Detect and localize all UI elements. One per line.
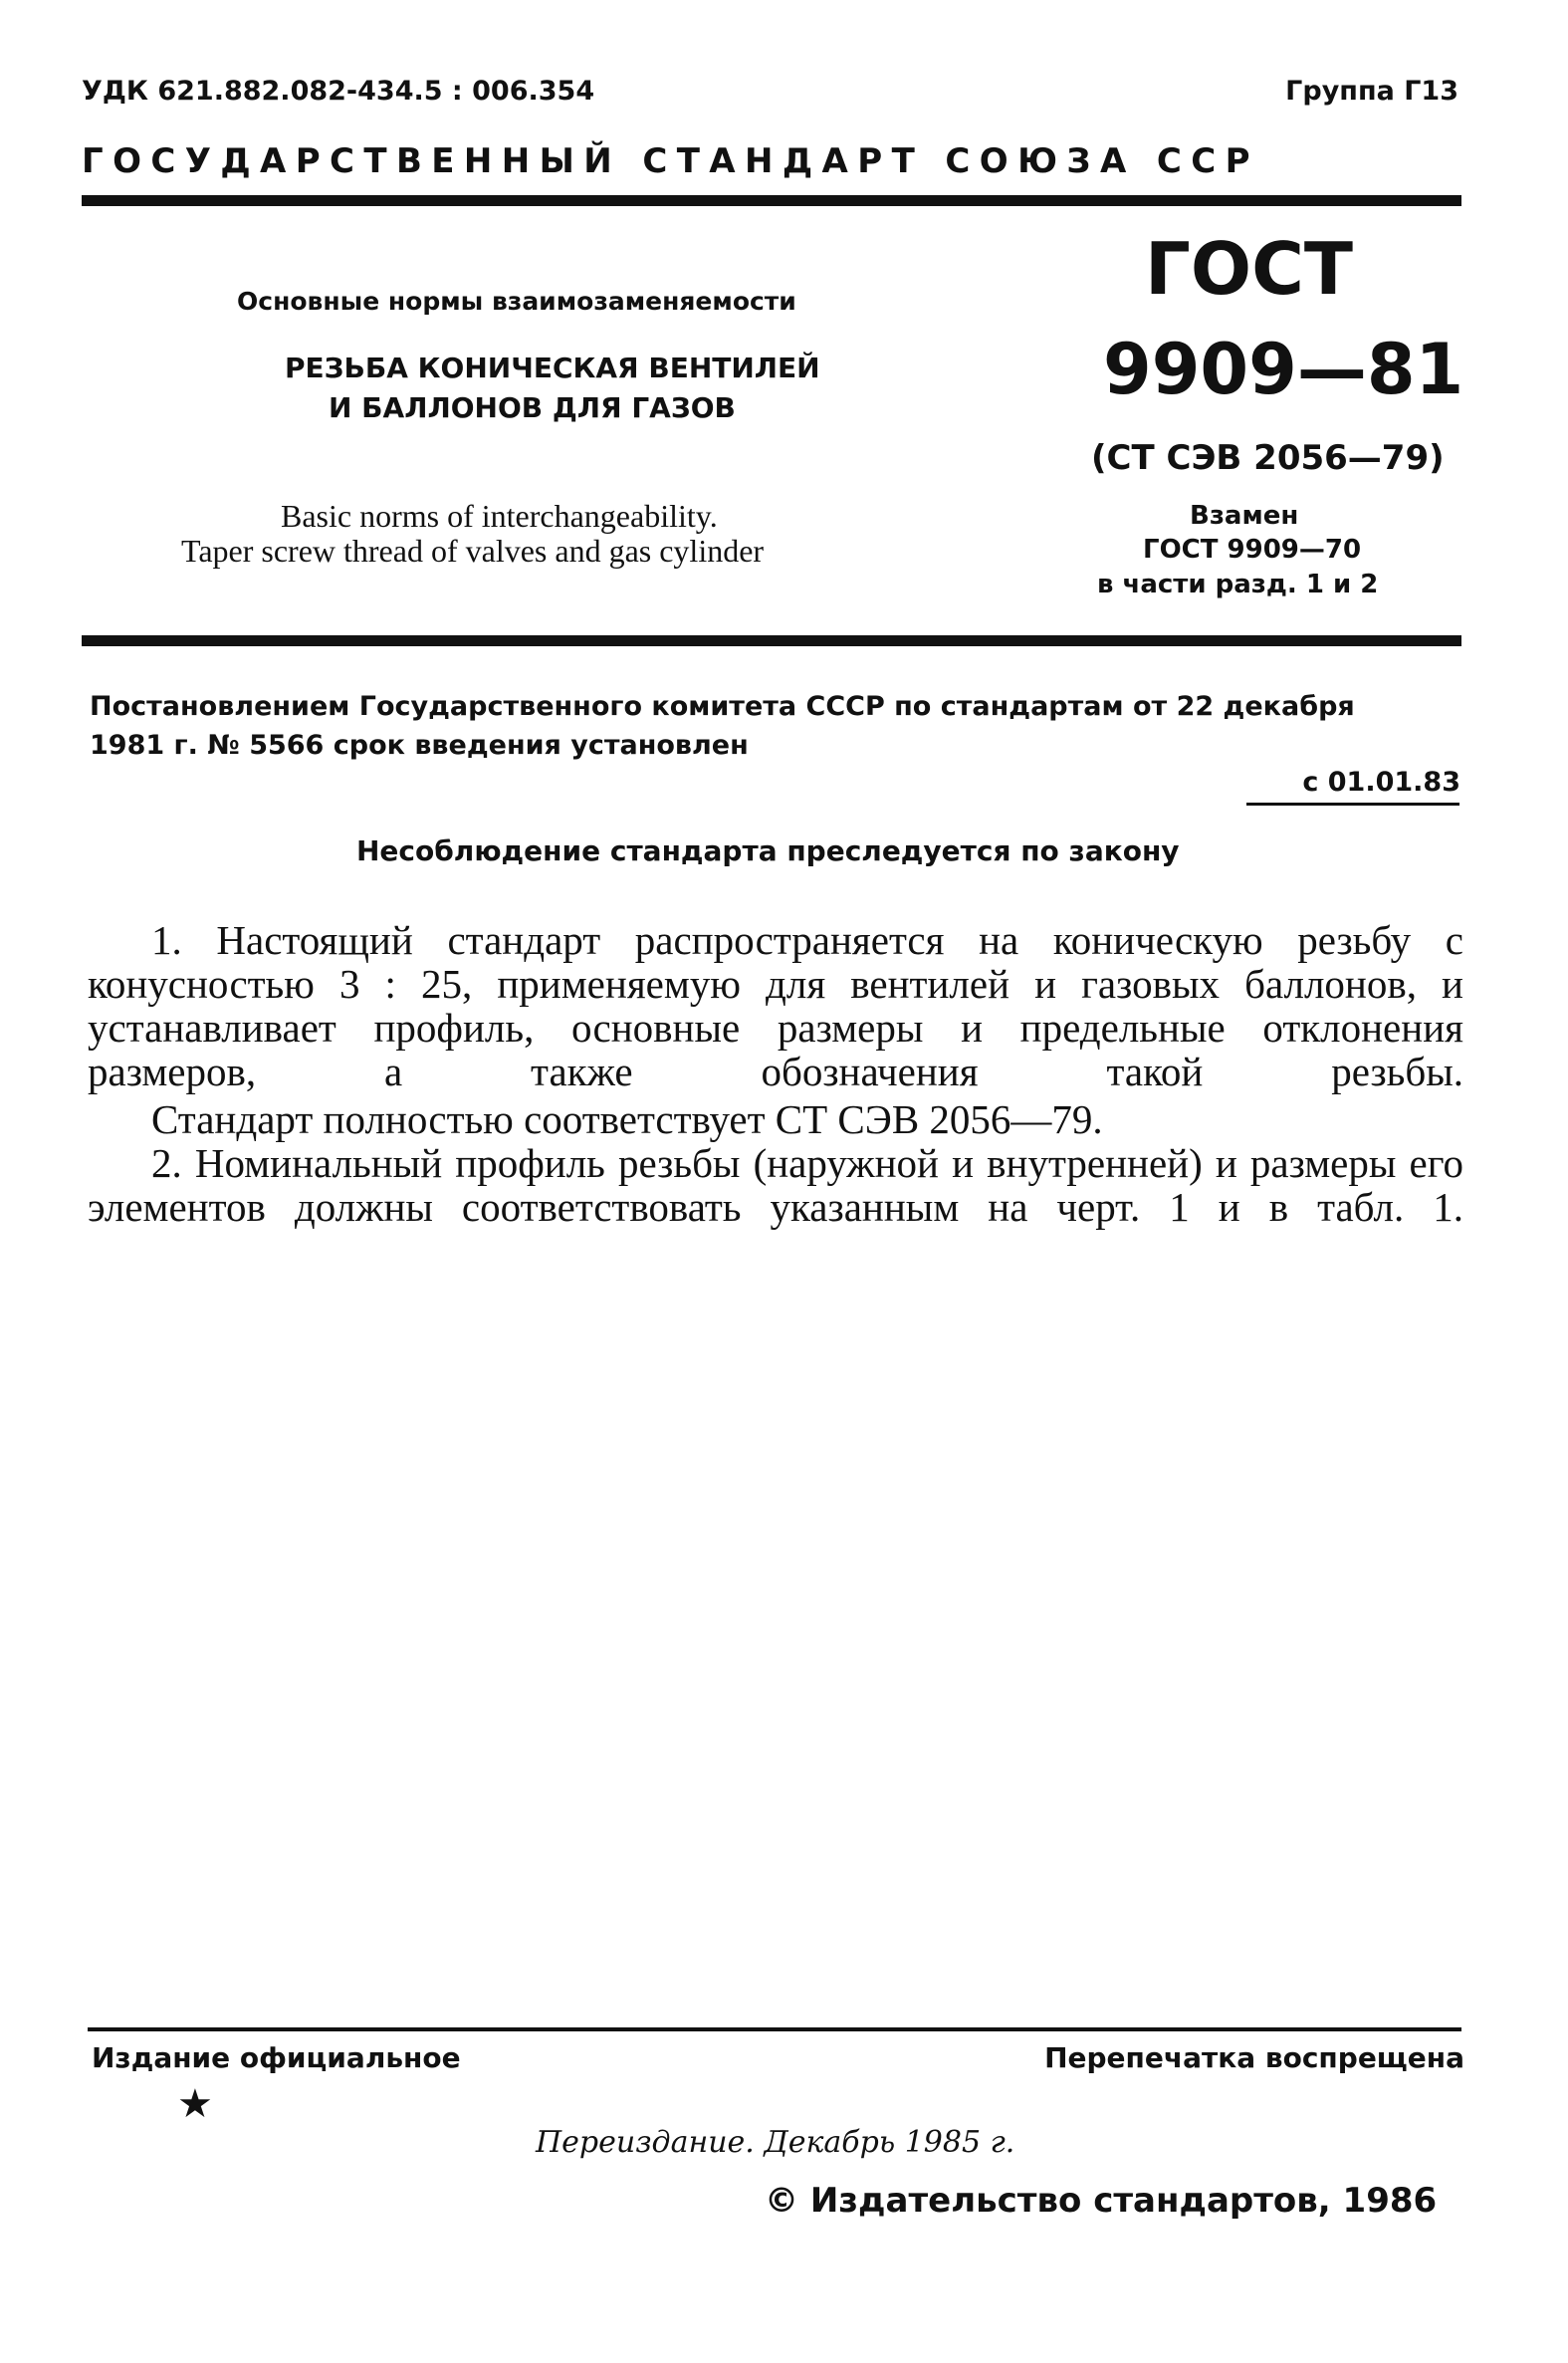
publisher-copyright: © Издательство стандартов, 1986: [765, 2181, 1438, 2221]
reprint-forbidden: Перепечатка воспрещена: [1044, 2041, 1464, 2074]
official-edition: Издание официальное: [92, 2041, 461, 2074]
replaces-standard: ГОСТ 9909—70: [1143, 535, 1362, 565]
legal-notice: Несоблюдение стандарта преследуется по закону: [356, 834, 1180, 867]
replaces-scope: в части разд. 1 и 2: [1097, 570, 1379, 599]
star-icon: ★: [177, 2081, 213, 2127]
english-title-line2: Taper screw thread of valves and gas cylinder: [181, 533, 765, 569]
header-divider: [82, 195, 1461, 206]
paragraph-2: 2. Номинальный профиль резьбы (наружной и внутренней) и размеры его элементов должны соответствовать указанным на черт. 1 и в табл. 1.: [88, 1140, 1463, 1230]
paragraph-1: 1. Настоящий стандарт распространяется на коническую резьбу с конусностью 3 : 25, применяемую для вентилей и газовых баллонов, и устанавливает профиль, основные размеры и предельные отклонения размеров, а также обозначения такой резьбы.: [88, 917, 1463, 1094]
english-title-line1: Basic norms of interchangeability.: [281, 498, 718, 534]
state-standard-heading: ГОСУДАРСТВЕННЫЙ СТАНДАРТ СОЮЗА ССР: [82, 141, 1259, 181]
decree-line2: 1981 г. № 5566 срок введения установлен: [90, 730, 749, 761]
group-code: Группа Г13: [1285, 76, 1458, 107]
effective-date-underline: [1246, 803, 1459, 806]
basic-norms-heading: Основные нормы взаимозаменяемости: [237, 287, 796, 316]
replaces-label: Взамен: [1190, 501, 1299, 531]
paragraph-compliance: Стандарт полностью соответствует СТ СЭВ 2056—79.: [151, 1096, 1103, 1142]
document-title-line1: РЕЗЬБА КОНИЧЕСКАЯ ВЕНТИЛЕЙ: [285, 352, 820, 384]
footer-divider: [88, 2027, 1461, 2031]
gost-label: ГОСТ: [1145, 227, 1354, 311]
udk-code: УДК 621.882.082-434.5 : 006.354: [82, 76, 595, 107]
reissue-note: Переиздание. Декабрь 1985 г.: [536, 2125, 1015, 2160]
decree-line1: Постановлением Государственного комитета СССР по стандартам от 22 декабря: [90, 691, 1355, 722]
effective-date: с 01.01.83: [1302, 767, 1460, 798]
gost-number: 9909—81: [1103, 329, 1464, 410]
cmea-reference: (СТ СЭВ 2056—79): [1091, 438, 1445, 478]
document-title-line2: И БАЛЛОНОВ ДЛЯ ГАЗОВ: [329, 391, 736, 424]
title-block-divider: [82, 635, 1461, 646]
